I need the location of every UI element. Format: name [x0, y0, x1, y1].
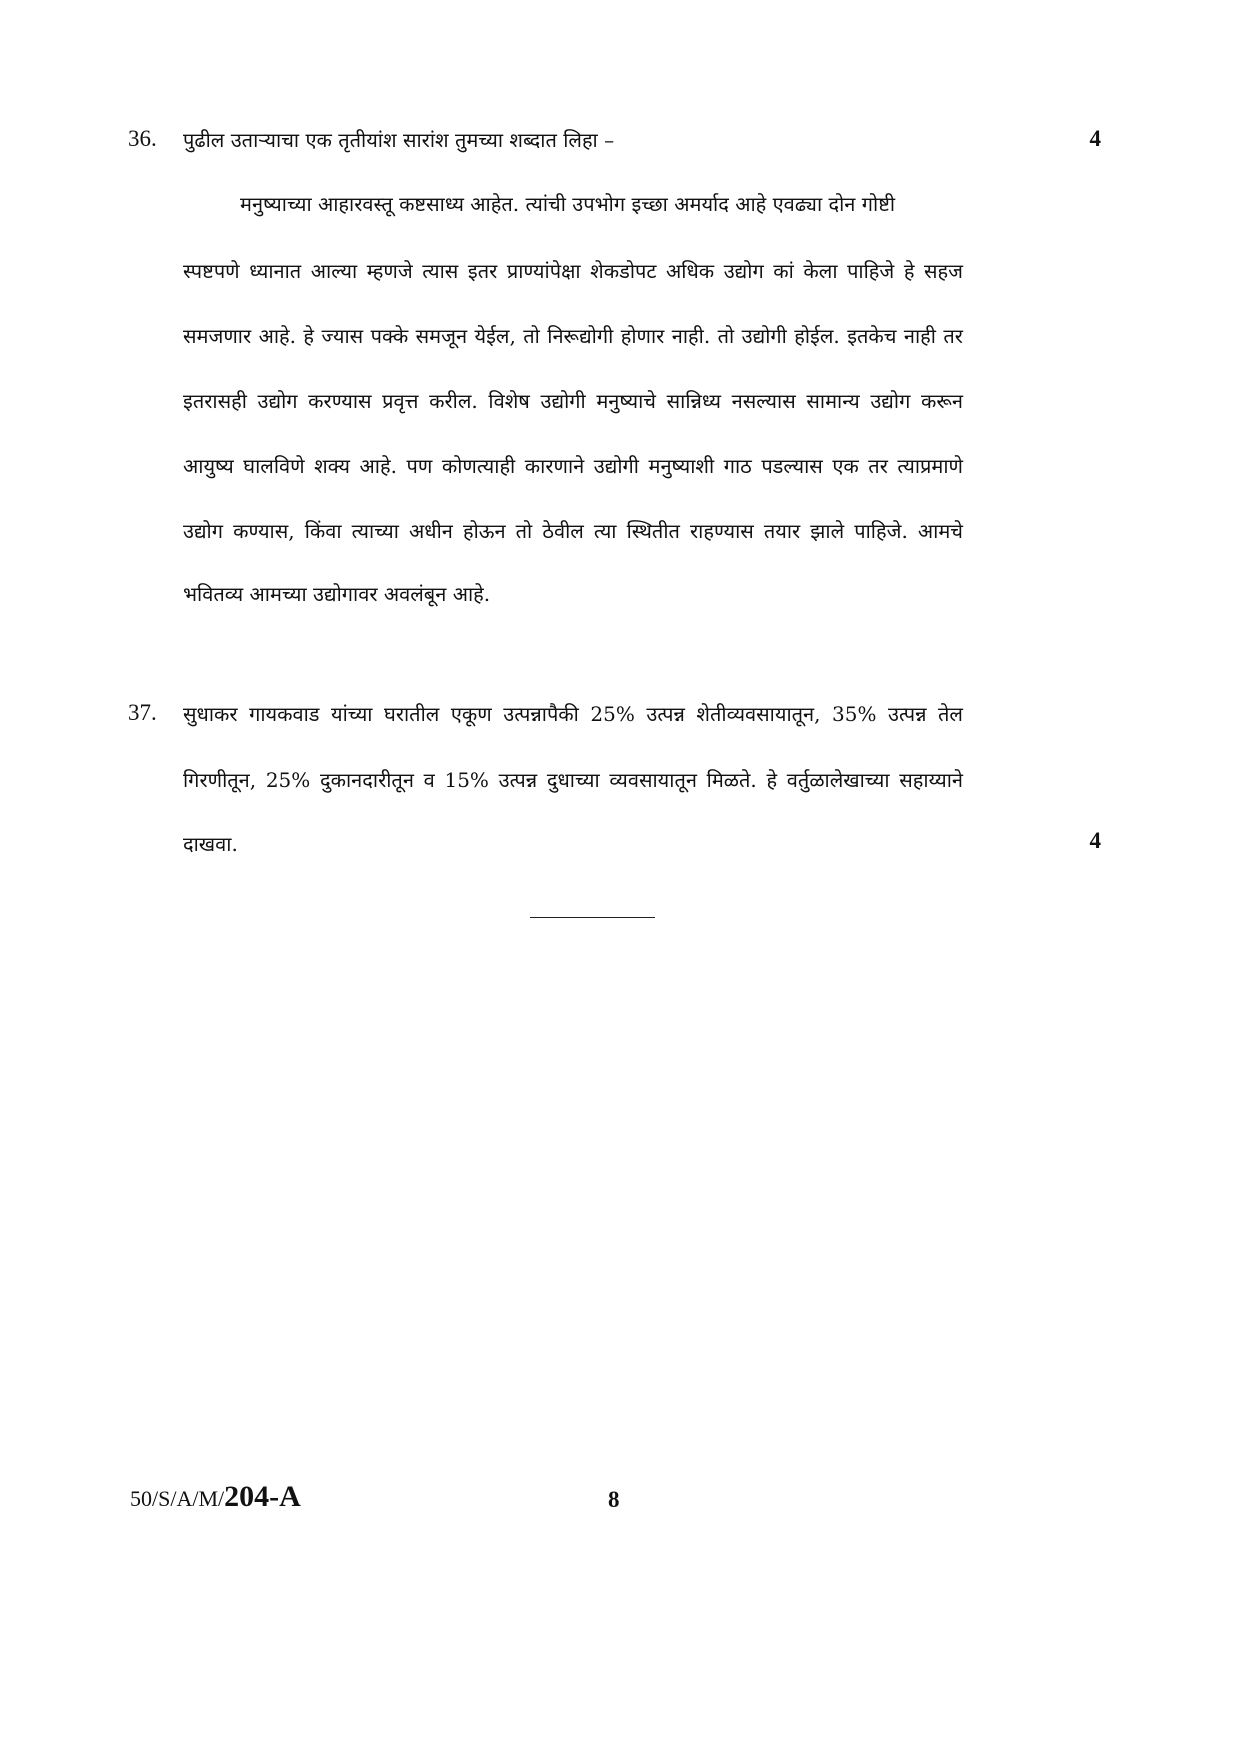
- passage-line-6: उद्योग कण्यास, किंवा त्याच्या अधीन होऊन तो ठेवील त्या स्थितीत राहण्यास तयार झाले पाहिजे. आमचे: [183, 519, 963, 543]
- passage-line-1: मनुष्याच्या आहारवस्तू कष्टसाध्य आहेत. त्यांची उपभोग इच्छा अमर्याद आहे एवढ्या दोन गोष्टी: [240, 192, 896, 216]
- question-37-line-2: गिरणीतून, 25% दुकानदारीतून व 15% उत्पन्न दुधाच्या व्यवसायातून मिळते. हे वर्तुळालेखाच्या सहाय्याने: [183, 768, 963, 792]
- question-36-marks: 4: [1089, 126, 1101, 151]
- paper-code-bold: 204-A: [224, 1480, 301, 1513]
- question-37-line-1: सुधाकर गायकवाड यांच्या घरातील एकूण उत्पन्नापैकी 25% उत्पन्न शेतीव्यवसायातून, 35% उत्पन्न तेल: [183, 702, 963, 726]
- question-37-marks: 4: [1089, 828, 1101, 853]
- question-36-number: 36.: [128, 126, 157, 151]
- passage-line-3: समजणार आहे. हे ज्यास पक्के समजून येईल, तो निरूद्योगी होणार नाही. तो उद्योगी होईल. इतकेच नाही तर: [183, 324, 963, 348]
- question-37-line-3: दाखवा.: [183, 832, 238, 856]
- paper-code: [130, 1480, 301, 1514]
- passage-line-2: स्पष्टपणे ध्यानात आल्या म्हणजे त्यास इतर प्राण्यांपेक्षा शेकडोपट अधिक उद्योग कां केला पाहिजे हे सहज: [183, 259, 963, 283]
- passage-line-5: आयुष्य घालविणे शक्य आहे. पण कोणत्याही कारणाने उद्योगी मनुष्याशी गाठ पडल्यास एक तर त्याप्रमाणे: [183, 454, 963, 478]
- paper-code-prefix: 50/S/A/M/: [130, 1486, 225, 1511]
- page-number: 8: [608, 1487, 620, 1512]
- end-divider: [530, 917, 655, 918]
- question-36-prompt: पुढील उताऱ्याचा एक तृतीयांश सारांश तुमच्या शब्दात लिहा –: [183, 128, 615, 152]
- passage-line-7: भवितव्य आमच्या उद्योगावर अवलंबून आहे.: [183, 582, 491, 606]
- passage-line-4: इतरासही उद्योग करण्यास प्रवृत्त करील. विशेष उद्योगी मनुष्याचे सान्निध्य नसल्यास सामान्य उद्योग करून: [183, 389, 963, 413]
- question-37-number: 37.: [128, 700, 157, 725]
